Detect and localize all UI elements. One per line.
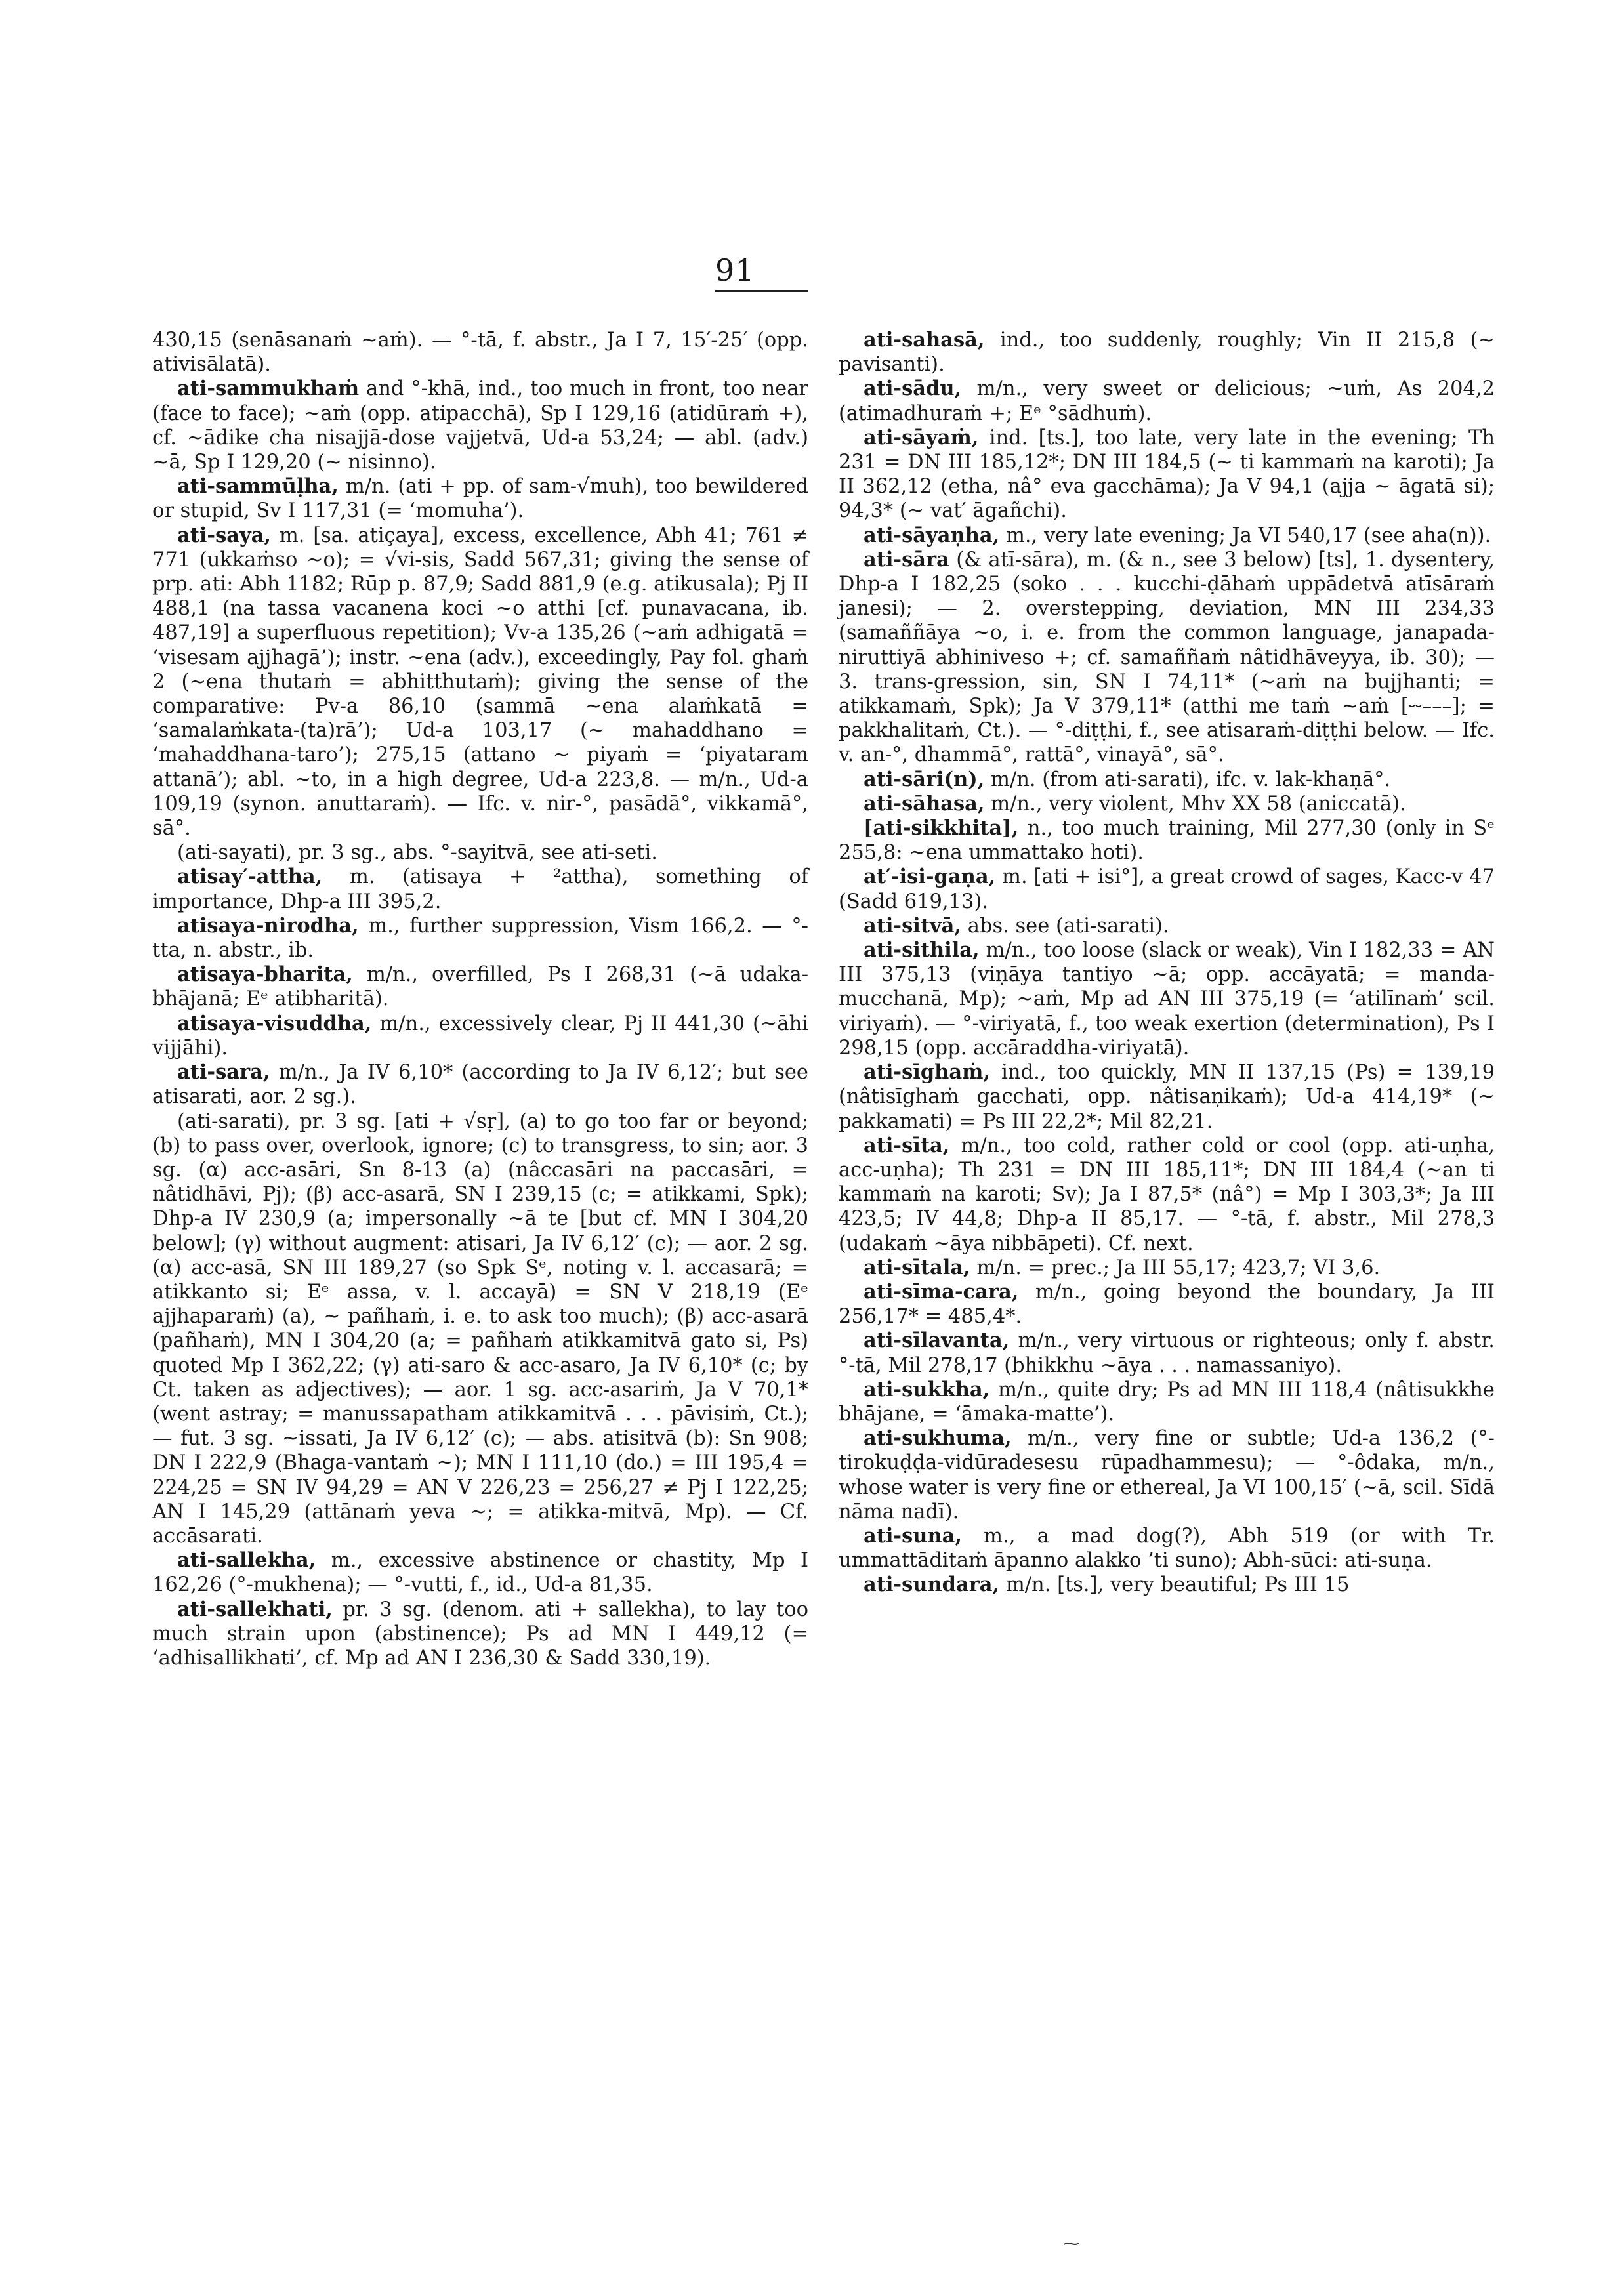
entry-definition: m/n., very violent, Mhv XX 58 (aniccatā). [984,792,1406,816]
entry-definition: 430,15 (senāsanaṁ ~aṁ). — °-tā, f. abstr., Ja I 7, 15′-25′ (opp. ativisālatā). [152,329,808,377]
dictionary-entry [839,865,1495,913]
dictionary-entry [839,524,1495,548]
entry-headword: ati-sara, [177,1060,270,1085]
entry-headword: atisaya-visuddha, [177,1011,372,1035]
dictionary-entry [839,1060,1495,1134]
entry-headword: ati-sīlavanta, [864,1329,1010,1353]
entry-headword: ati-sallekhati, [177,1597,333,1621]
entry-definition: m. [sa. atiçaya], excess, excellence, Abh 41; 761 ≠ 771 (ukkaṁso ~o); = √vi-sis, Sadd 567,31; giving the sense of prp. ati: Abh 1182; Rūp p. 87,9; Sadd 881,9 (e.g. atikusala); Pj II 488,1 (na tassa vacanena koci ~o atthi [cf. punavacana, ib. 487,19] a superfluous repetition); Vv-a 135,26 (~aṁ adhigatā = ‘visesam ajjhagā’); instr. ~ena (adv.), exceedingly, Pay fol. ghaṁ 2 (~ena thutaṁ = abhitthutaṁ); giving the sense of the comparative: Pv-a 86,10 (sammā ~ena alaṁkatā = ‘samalaṁkata-(ta)rā’); Ud-a 103,17 (~ mahaddhano = ‘mahaddhana-taro’); 275,15 (attano ~ piyaṁ = ‘piyataram attanā’); abl. ~to, in a high degree, Ud-a 223,8. — m/n., Ud-a 109,19 (synon. anuttaraṁ). — Ifc. v. nir-°, pasādā°, vikkamā°, sā°. [152,524,808,840]
entry-definition: m/n. [ts.], very beautiful; Ps III 15 [999,1573,1350,1597]
dictionary-entry [152,1109,808,1549]
entry-headword: ati-sithila, [864,938,980,962]
dictionary-entry [839,1256,1495,1280]
entry-headword: ati-sammukhaṁ [177,377,360,401]
entry-headword: ati-sāra [864,547,949,571]
entry-definition: m/n., very virtuous or righteous; only f. abstr. °-tā, Mil 278,17 (bhikkhu ~āya . . . namassaniyo). [839,1329,1495,1377]
dictionary-entry [839,426,1495,524]
entry-definition: (& atī-sāra), m. (& n., see 3 below) [ts], 1. dysentery, Dhp-a I 182,25 (soko . . . kucchi-ḍāhaṁ uppādetvā atīsāraṁ janesi); — 2. overstepping, deviation, MN III 234,33 (samaññāya ~o, i. e. from the common language, janapada-niruttiyā abhiniveso +; cf. samaññaṁ nâtidhāveyya, ib. 30); — 3. trans-gression, sin, SN I 74,11* (~aṁ na bujjhanti; = atikkamaṁ, Spk); Ja V 379,11* (atthi me taṁ ~aṁ [⏑⏑–––]; = pakkhalitaṁ, Ct.). — °-diṭṭhi, f., see atisaraṁ-diṭṭhi below. — Ifc. v. an-°, dhammā°, rattā°, vinayā°, sā°. [839,548,1495,767]
entry-headword: ati-saya, [177,523,272,547]
entry-headword: ati-sahasā, [864,328,985,352]
entry-definition: m., excessive abstinence or chastity, Mp I 162,26 (°-mukhena); — °-vutti, f., id., Ud-a 81,35. [152,1549,808,1597]
entry-headword: ati-sundara, [864,1573,1000,1597]
entry-definition: ind., too suddenly, roughly; Vin II 215,8 (~ pavisanti). [839,329,1495,377]
dictionary-entry [152,1012,808,1060]
entry-definition: m/n. (ati + pp. of sam-√muh), too bewildered or stupid, Sv I 117,31 (= ‘momuha’). [152,475,808,523]
entry-headword: ati-sāri(n), [864,767,985,791]
entry-definition: ind., too quickly, MN II 137,15 (Ps) = 139,19 (nâtisīghaṁ gacchati, opp. nâtisaṇikaṁ); Ud-a 414,19* (~ pakkamati) = Ps III 22,2*; Mil 82,21. [839,1061,1495,1133]
dictionary-entry [839,768,1495,792]
dictionary-entry [152,328,808,377]
dictionary-entry [839,938,1495,1060]
entry-definition: m/n., going beyond the boundary, Ja III 256,17* = 485,4*. [839,1280,1495,1329]
dictionary-entry [839,792,1495,816]
entry-headword: [ati-sikkhita], [864,816,1019,840]
entry-headword: ati-sīghaṁ, [864,1060,991,1085]
dictionary-entry [839,1134,1495,1256]
foot-mark: ⁓ [1063,2234,1080,2254]
dictionary-entry [152,1548,808,1597]
entry-headword: ati-sukkha, [864,1377,990,1401]
entry-definition: m/n., excessively clear, Pj II 441,30 (~āhi vijjāhi). [152,1012,808,1060]
left-column [152,328,808,1670]
entry-headword: ati-sallekha, [177,1548,316,1573]
entry-headword: ati-sāyaṁ, [864,425,979,449]
entry-definition: m., very late evening; Ja VI 540,17 (see aha(n)). [999,524,1491,547]
dictionary-entry [152,865,808,913]
entry-definition: (ati-sayati), pr. 3 sg., abs. °-sayitvā, see ati-seti. [177,841,657,865]
entry-headword: atisay′-attha, [177,865,323,889]
dictionary-entry [152,474,808,523]
entry-headword: ati-sīta, [864,1133,950,1157]
dictionary-entry [839,1378,1495,1426]
entry-definition: and °-khā, ind., too much in front, too near (face to face); ~aṁ (opp. atipacchā), Sp I 129,16 (atidūraṁ +), cf. ~ādike cha nisajjā-dose vajjetvā, Ud-a 53,24; — abl. (adv.) ~ā, Sp I 129,20 (~ nisinno). [152,377,808,474]
dictionary-entry [839,816,1495,865]
entry-headword: ati-sādu, [864,377,962,401]
page-number: 91 [715,253,755,288]
dictionary-entry [152,1060,808,1109]
dictionary-entry [152,377,808,474]
entry-headword: ati-sītala, [864,1255,970,1279]
dictionary-entry [839,1280,1495,1329]
page-number-rule [715,290,808,292]
entry-headword: ati-suna, [864,1523,962,1548]
dictionary-entry [839,1426,1495,1524]
dictionary-entry [152,524,808,841]
entry-definition: m., a mad dog(?), Abh 519 (or with Tr. ummattāditaṁ āpanno alakko ’ti suno); Abh-sūci: ati-suṇa. [839,1524,1495,1573]
entry-definition: m/n. = prec.; Ja III 55,17; 423,7; VI 3,6. [970,1256,1381,1279]
entry-headword: ati-sukhuma, [864,1426,1012,1451]
entry-definition: m/n., very sweet or delicious; ~uṁ, As 204,2 (atimadhuraṁ +; Eᵉ °sādhuṁ). [839,377,1495,425]
entry-definition: m/n., too cold, rather cold or cool (opp. ati-uṇha, acc-uṇha); Th 231 = DN III 185,11*; DN III 184,4 (~an ti kammaṁ na karoti; Sv); Ja I 87,5* (nâ°) = Mp I 303,3*; Ja III 423,5; IV 44,8; Dhp-a II 85,17. — °-tā, f. abstr., Mil 278,3 (udakaṁ ~āya nibbāpeti). Cf. next. [839,1134,1495,1255]
entry-definition: (ati-sarati), pr. 3 sg. [ati + √sṛ], (a) to go too far or beyond; (b) to pass over, overlook, ignore; (c) to transgress, to sin; aor. 3 sg. (α) acc-asāri, Sn 8-13 (a) (nâccasāri na paccasāri, = nâtidhāvi, Pj); (β) acc-asarā, SN I 239,15 (c; = atikkami, Spk); Dhp-a IV 230,9 (a; impersonally ~ā te [but cf. MN I 304,20 below]; (γ) without augment: atisari, Ja IV 6,12′ (c); — aor. 2 sg. (α) acc-asā, SN III 189,27 (so Spk Sᵉ, noting v. l. accasarā; = atikkanto si; Eᵉ assa, v. l. accayā) = SN V 218,19 (Eᵉ ajjhaparaṁ) (a), ~ pañhaṁ, i. e. to ask too much); (β) acc-asarā (pañhaṁ), MN I 304,20 (a; = pañhaṁ atikkamitvā gato si, Ps) quoted Mp I 362,22; (γ) ati-saro & acc-asaro, Ja IV 6,10* (c; by Ct. taken as adjectives); — aor. 1 sg. acc-asariṁ, Ja V 70,1* (went astray; = manussapatham atikkamitvā . . . pāvisiṁ, Ct.); — fut. 3 sg. ~issati, Ja IV 6,12′ (c); — abs. atisitvā (b): Sn 908; DN I 222,9 (Bhaga-vantaṁ ~); MN I 111,10 (do.) = III 195,4 = 224,25 = SN IV 94,29 = AN V 226,23 = 256,27 ≠ Pj I 122,25; AN I 145,29 (attānaṁ yeva ~; = atikka-mitvā, Mp). — Cf. accāsarati. [152,1109,808,1548]
entry-headword: ati-sitvā, [864,913,962,938]
dictionary-entry [152,1598,808,1671]
entry-definition: ind. [ts.], too late, very late in the evening; Th 231 = DN III 185,12*; DN III 184,5 (~ ti kammaṁ na karoti); Ja II 362,12 (etha, nâ° eva gacchāma); Ja V 94,1 (ajja ~ āgatā si); 94,3* (~ vat′ āgañchi). [839,426,1495,523]
entry-definition: m/n., quite dry; Ps ad MN III 118,4 (nâtisukkhe bhājane, = ‘āmaka-matte’). [839,1378,1495,1426]
entry-headword: atisaya-bharita, [177,962,353,987]
entry-definition: n., too much training, Mil 277,30 (only in Sᵉ 255,8: ~ena ummattako hoti). [839,817,1495,865]
dictionary-entry [839,377,1495,425]
entry-definition: m. [ati + isi°], a great crowd of sages, Kacc-v 47 (Sadd 619,13). [839,865,1495,913]
entry-headword: atisaya-nirodha, [177,913,359,938]
dictionary-entry [839,548,1495,768]
entry-headword: ati-sāyaṇha, [864,523,1000,547]
entry-headword: at′-isi-gaṇa, [864,865,996,889]
entry-headword: ati-sāhasa, [864,791,985,816]
entry-definition: m/n., too loose (slack or weak), Vin I 182,33 = AN III 375,13 (viṇāya tantiyo ~ā; opp. accāyatā; = manda-mucchanā, Mp); ~aṁ, Mp ad AN III 375,19 (= ‘atilīnaṁ’ scil. viriyaṁ). — °-viriyatā, f., too weak exertion (determination), Ps I 298,15 (opp. accāraddha-viriyatā). [839,939,1495,1060]
right-column [839,328,1495,1598]
entry-definition: m/n. (from ati-sarati), ifc. v. lak-khaṇā°. [984,768,1391,791]
dictionary-entry [152,840,808,865]
dictionary-entry [152,962,808,1011]
dictionary-entry [839,1573,1495,1597]
entry-headword: ati-sīma-cara, [864,1279,1019,1304]
dictionary-entry [152,914,808,962]
entry-definition: m., further suppression, Vism 166,2. — °-tta, n. abstr., ib. [152,914,808,962]
dictionary-entry [839,914,1495,938]
entry-definition: abs. see (ati-sarati). [961,914,1169,938]
entry-definition: m. (atisaya + ²attha), something of importance, Dhp-a III 395,2. [152,865,808,913]
entry-definition: m/n., very fine or subtle; Ud-a 136,2 (°-tirokuḍḍa-vidūradesesu rūpadhammesu); — °-ôdaka, m/n., whose water is very fine or ethereal, Ja VI 100,15′ (~ā, scil. Sīdā nāma nadī). [839,1427,1495,1523]
entry-definition: m/n., overfilled, Ps I 268,31 (~ā udaka-bhājanā; Eᵉ atibharitā). [152,963,808,1011]
entry-headword: ati-sammūḷha, [177,474,339,499]
entry-definition: m/n., Ja IV 6,10* (according to Ja IV 6,12′; but see atisarati, aor. 2 sg.). [152,1061,808,1109]
dictionary-entry [839,1524,1495,1573]
entry-definition: pr. 3 sg. (denom. ati + sallekha), to lay too much strain upon (abstinence); Ps ad MN I 449,12 (= ‘adhisallikhati’, cf. Mp ad AN I 236,30 & Sadd 330,19). [152,1598,808,1670]
dictionary-entry [839,1329,1495,1377]
dictionary-entry [839,328,1495,377]
